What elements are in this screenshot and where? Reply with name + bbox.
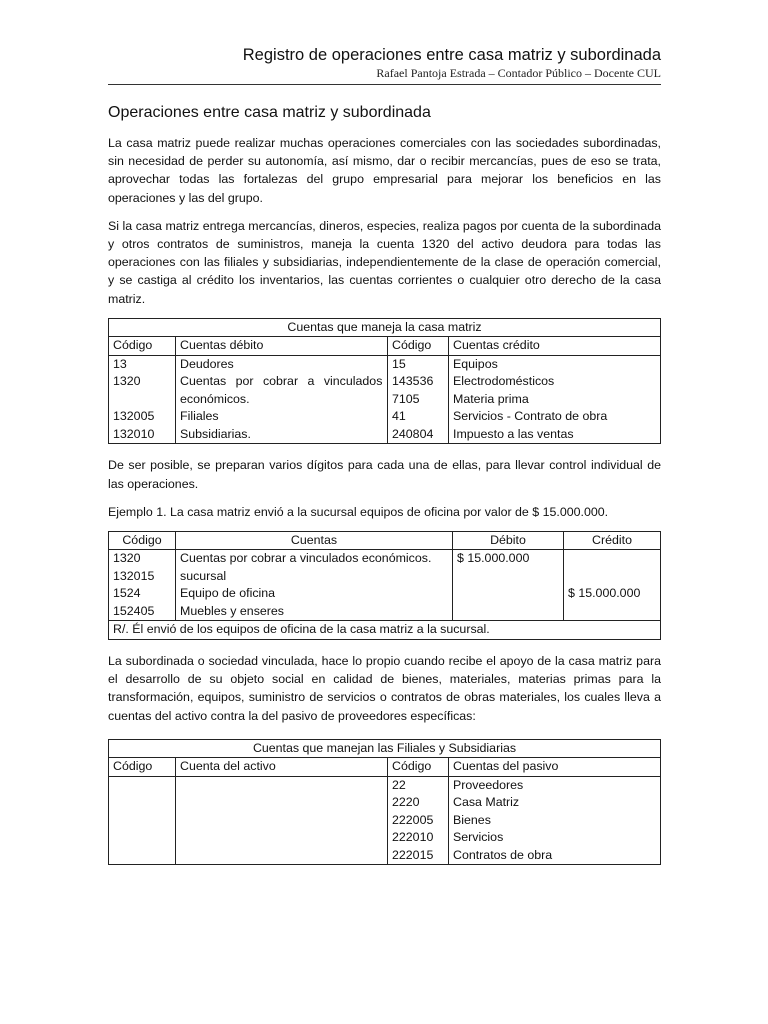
cell: Subsidiarias.: [180, 426, 251, 441]
cell: 1320: [113, 551, 141, 566]
cell: Proveedores: [453, 777, 524, 792]
cell: económicos.: [180, 391, 250, 406]
table1-debit-codes: [109, 355, 176, 444]
cell: Equipo de oficina: [180, 586, 276, 601]
paragraph-3: De ser posible, se preparan varios dígitos para cada una de ellas, para llevar control individual de las operaciones.: [108, 458, 661, 491]
cell: $ 15.000.000: [457, 551, 530, 566]
cell: 41: [392, 409, 406, 424]
header-rule: [108, 84, 661, 85]
cell: Servicios: [453, 830, 504, 845]
cell: 15: [392, 356, 406, 371]
table3-header-pasivo: Cuentas del pasivo: [449, 758, 661, 777]
table2-credit: [564, 550, 661, 621]
cell: Servicios - Contrato de obra: [453, 409, 608, 424]
table1-debit-accounts: [176, 355, 388, 444]
table3-liab-codes: [388, 776, 449, 865]
table3-asset-accounts: [176, 776, 388, 865]
paragraph-example-1: Ejemplo 1. La casa matriz envió a la sucursal equipos de oficina por valor de $ 15.000.000.: [108, 504, 609, 519]
table1-credit-codes: [388, 355, 449, 444]
paragraph-1: La casa matriz puede realizar muchas operaciones comerciales con las sociedades subordinadas, sin necesidad de perder su autonomía, así mismo, dar o recibir mercancías, pues de eso se trata, aprovechar todas las fortalezas del grupo empresarial para mejorar los beneficios en las operaciones y las del grupo.: [108, 136, 661, 205]
cell: 240804: [392, 426, 434, 441]
table3-header-codigo-2: Código: [388, 758, 449, 777]
table2-header-codigo: Código: [109, 531, 176, 550]
cell: Bienes: [453, 812, 491, 827]
table1-header-debito: Cuentas débito: [176, 337, 388, 356]
cell: 13: [113, 356, 127, 371]
cell: 222015: [392, 847, 434, 862]
header-subtitle: Rafael Pantoja Estrada – Contador Público – Docente CUL: [376, 66, 661, 80]
cell: Deudores: [180, 356, 234, 371]
table2-debit: [453, 550, 564, 621]
table1-credit-accounts: [449, 355, 661, 444]
cell: Impuesto a las ventas: [453, 426, 574, 441]
cell: Filiales: [180, 409, 219, 424]
table3-header-activo: Cuenta del activo: [176, 758, 388, 777]
table2-codes: [109, 550, 176, 621]
cell: Electrodomésticos: [453, 374, 555, 389]
cell: 1320: [113, 374, 141, 389]
table3-header-codigo: Código: [109, 758, 176, 777]
cell: 132010: [113, 426, 155, 441]
table3-caption: Cuentas que manejan las Filiales y Subsidiarias: [109, 739, 661, 758]
table1-header-credito: Cuentas crédito: [449, 337, 661, 356]
cell: Materia prima: [453, 391, 529, 406]
cell: 1524: [113, 586, 141, 601]
table-cuentas-filiales: [108, 739, 661, 866]
table1-caption: Cuentas que maneja la casa matriz: [109, 318, 661, 337]
table1-header-codigo: Código: [109, 337, 176, 356]
cell: 152405: [113, 603, 155, 618]
cell: 143536: [392, 374, 434, 389]
cell: 132005: [113, 409, 155, 424]
page-header: [108, 44, 661, 80]
cell: 2220: [392, 795, 420, 810]
cell: Equipos: [453, 356, 498, 371]
cell: sucursal: [180, 568, 227, 583]
cell: 22: [392, 777, 406, 792]
table2-header-cuentas: Cuentas: [176, 531, 453, 550]
cell: Casa Matriz: [453, 795, 520, 810]
table2-header-credito: Crédito: [564, 531, 661, 550]
table-ejemplo-1: [108, 531, 661, 640]
cell: 222010: [392, 830, 434, 845]
cell: Muebles y enseres: [180, 603, 284, 618]
table1-header-codigo-2: Código: [388, 337, 449, 356]
cell: $ 15.000.000: [568, 586, 641, 601]
cell: Cuentas por cobrar a vinculados: [180, 374, 383, 389]
table2-accounts: [176, 550, 453, 621]
table3-asset-codes: [109, 776, 176, 865]
table2-header-debito: Débito: [453, 531, 564, 550]
cell: 222005: [392, 812, 434, 827]
document-body: [108, 102, 661, 877]
cell: [113, 391, 171, 409]
header-title: Registro de operaciones entre casa matriz y subordinada: [242, 46, 661, 64]
cell: Cuentas por cobrar a vinculados económicos.: [180, 551, 432, 566]
cell: 132015: [113, 568, 155, 583]
table3-liab-accounts: [449, 776, 661, 865]
cell: Contratos de obra: [453, 847, 553, 862]
table-cuentas-casa-matriz: [108, 318, 661, 445]
paragraph-2: Si la casa matriz entrega mercancías, dineros, especies, realiza pagos por cuenta de la subordinada y otros contratos de suministros, maneja la cuenta 1320 del activo deudora para todas las operaciones con las filiales y subsidiarias, independientemente de la clase de operación comercial, y se castiga al crédito los inventarios, las cuentas corrientes o cualquier otro derecho de la casa matriz.: [108, 218, 661, 306]
section-title: Operaciones entre casa matriz y subordinada: [108, 104, 431, 121]
table2-note: R/. Él envió de los equipos de oficina de la casa matriz a la sucursal.: [109, 621, 661, 640]
paragraph-4: La subordinada o sociedad vinculada, hace lo propio cuando recibe el apoyo de la casa matriz para el desarrollo de su objeto social en calidad de bienes, materiales, materias primas para la transformación, equipos, suministro de servicios o contratos de obras materiales, los cuales lleva a cuentas del activo contra la del pasivo de proveedores específicas:: [108, 653, 661, 723]
cell: 7105: [392, 391, 420, 406]
